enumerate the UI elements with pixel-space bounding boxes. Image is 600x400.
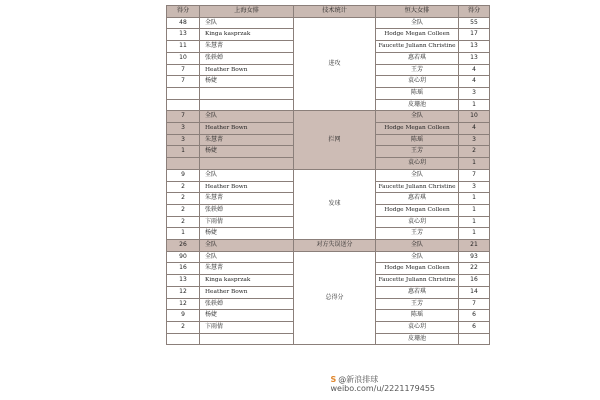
left-score-cell: 3 <box>167 123 200 135</box>
left-player-cell: 杨婕 <box>200 310 294 322</box>
right-score-cell: 14 <box>459 286 490 298</box>
right-score-cell: 3 <box>459 134 490 146</box>
right-player-cell: Hodge Megan Colleen <box>376 123 459 135</box>
left-score-cell: 9 <box>167 310 200 322</box>
right-score-cell: 22 <box>459 263 490 275</box>
header-row <box>167 6 490 18</box>
right-player-cell: Faucette Juliann Christine <box>376 41 459 53</box>
right-score-cell: 93 <box>459 251 490 263</box>
table-row <box>167 251 490 263</box>
right-score-cell: 13 <box>459 41 490 53</box>
right-score-cell: 4 <box>459 64 490 76</box>
left-score-cell: 7 <box>167 64 200 76</box>
right-player-cell: 袁心玥 <box>376 158 459 170</box>
left-player-cell: 卞雨倩 <box>200 321 294 333</box>
right-player-cell: 袁心玥 <box>376 321 459 333</box>
right-score-cell: 21 <box>459 240 490 252</box>
header-left-team: 上海女排 <box>200 6 294 18</box>
category-cell: 发球 <box>294 169 376 239</box>
left-score-cell: 1 <box>167 146 200 158</box>
watermark-url: weibo.com/u/2221179455 <box>330 384 435 393</box>
left-player-cell: 张轶婵 <box>200 204 294 216</box>
left-score-cell <box>167 87 200 99</box>
right-score-cell: 3 <box>459 181 490 193</box>
left-score-cell: 2 <box>167 193 200 205</box>
left-player-cell: Heather Bown <box>200 64 294 76</box>
right-player-cell: 王芳 <box>376 228 459 240</box>
left-score-cell: 2 <box>167 181 200 193</box>
header-right-team: 恒大女排 <box>376 6 459 18</box>
right-player-cell: Faucette Juliann Christine <box>376 181 459 193</box>
table-row <box>167 169 490 181</box>
left-score-cell: 12 <box>167 286 200 298</box>
right-player-cell: 王芳 <box>376 298 459 310</box>
left-player-cell: 朱慧菁 <box>200 193 294 205</box>
right-score-cell: 13 <box>459 52 490 64</box>
right-score-cell: 1 <box>459 204 490 216</box>
left-player-cell: Kinga kasprzak <box>200 275 294 287</box>
left-player-cell: 全队 <box>200 111 294 123</box>
right-player-cell: 皮珊池 <box>376 333 459 345</box>
right-score-cell: 3 <box>459 87 490 99</box>
left-score-cell: 2 <box>167 216 200 228</box>
left-player-cell: 张轶婵 <box>200 52 294 64</box>
left-score-cell: 7 <box>167 111 200 123</box>
right-player-cell: Faucette Juliann Christine <box>376 275 459 287</box>
left-player-cell: 朱慧菁 <box>200 263 294 275</box>
header-right-score: 得分 <box>459 6 490 18</box>
right-player-cell: Hodge Megan Colleen <box>376 204 459 216</box>
left-score-cell: 10 <box>167 52 200 64</box>
left-player-cell <box>200 333 294 345</box>
left-player-cell <box>200 99 294 111</box>
table-row <box>167 17 490 29</box>
left-score-cell: 2 <box>167 321 200 333</box>
left-player-cell: 朱慧菁 <box>200 41 294 53</box>
right-score-cell: 7 <box>459 169 490 181</box>
right-player-cell: 惠若琪 <box>376 286 459 298</box>
right-player-cell: 袁心玥 <box>376 76 459 88</box>
left-player-cell: 全队 <box>200 240 294 252</box>
right-score-cell: 4 <box>459 123 490 135</box>
right-score-cell <box>459 333 490 345</box>
right-player-cell: 惠若琪 <box>376 193 459 205</box>
category-cell: 对方失误送分 <box>294 240 376 252</box>
right-player-cell: 陈瑶 <box>376 87 459 99</box>
left-score-cell: 1 <box>167 228 200 240</box>
right-player-cell: 陈瑶 <box>376 310 459 322</box>
left-score-cell: 12 <box>167 298 200 310</box>
left-player-cell: Heather Bown <box>200 123 294 135</box>
left-player-cell: Kinga kasprzak <box>200 29 294 41</box>
left-score-cell: 9 <box>167 169 200 181</box>
right-player-cell: Hodge Megan Colleen <box>376 263 459 275</box>
left-score-cell: 13 <box>167 29 200 41</box>
right-score-cell: 17 <box>459 29 490 41</box>
header-category: 技术统计 <box>294 6 376 18</box>
left-score-cell <box>167 333 200 345</box>
right-player-cell: 惠若琪 <box>376 52 459 64</box>
watermark <box>330 375 435 393</box>
right-player-cell: 王芳 <box>376 64 459 76</box>
left-player-cell <box>200 158 294 170</box>
stats-body <box>167 17 490 345</box>
right-player-cell: 全队 <box>376 251 459 263</box>
right-score-cell: 7 <box>459 298 490 310</box>
category-cell: 拦网 <box>294 111 376 170</box>
left-player-cell: 卞雨倩 <box>200 216 294 228</box>
right-player-cell: 全队 <box>376 169 459 181</box>
left-score-cell: 7 <box>167 76 200 88</box>
left-score-cell: 2 <box>167 204 200 216</box>
left-score-cell: 13 <box>167 275 200 287</box>
category-cell: 进攻 <box>294 17 376 111</box>
left-player-cell: Heather Bown <box>200 181 294 193</box>
left-player-cell: 全队 <box>200 17 294 29</box>
left-score-cell <box>167 99 200 111</box>
left-score-cell: 11 <box>167 41 200 53</box>
left-score-cell <box>167 158 200 170</box>
category-cell: 总得分 <box>294 251 376 345</box>
right-score-cell: 4 <box>459 76 490 88</box>
right-score-cell: 1 <box>459 158 490 170</box>
right-player-cell: 王芳 <box>376 146 459 158</box>
right-player-cell: 全队 <box>376 240 459 252</box>
right-score-cell: 1 <box>459 228 490 240</box>
table-row <box>167 111 490 123</box>
left-player-cell: 朱慧菁 <box>200 134 294 146</box>
right-score-cell: 10 <box>459 111 490 123</box>
left-score-cell: 16 <box>167 263 200 275</box>
right-score-cell: 1 <box>459 99 490 111</box>
right-score-cell: 1 <box>459 193 490 205</box>
left-player-cell: 杨婕 <box>200 228 294 240</box>
right-score-cell: 6 <box>459 321 490 333</box>
right-player-cell: 全队 <box>376 111 459 123</box>
left-player-cell: 全队 <box>200 251 294 263</box>
left-score-cell: 90 <box>167 251 200 263</box>
right-player-cell: 皮珊池 <box>376 99 459 111</box>
left-score-cell: 26 <box>167 240 200 252</box>
left-player-cell: 杨婕 <box>200 76 294 88</box>
table-row <box>167 240 490 252</box>
right-player-cell: Hodge Megan Colleen <box>376 29 459 41</box>
left-player-cell: 杨婕 <box>200 146 294 158</box>
weibo-logo-icon: S <box>330 375 337 384</box>
left-player-cell <box>200 87 294 99</box>
header-left-score: 得分 <box>167 6 200 18</box>
right-score-cell: 16 <box>459 275 490 287</box>
right-player-cell: 袁心玥 <box>376 216 459 228</box>
stats-table <box>166 5 490 345</box>
left-score-cell: 48 <box>167 17 200 29</box>
left-player-cell: 全队 <box>200 169 294 181</box>
watermark-handle: @新浪排球 <box>338 375 379 384</box>
right-score-cell: 55 <box>459 17 490 29</box>
left-score-cell: 3 <box>167 134 200 146</box>
right-player-cell: 全队 <box>376 17 459 29</box>
right-score-cell: 1 <box>459 216 490 228</box>
right-score-cell: 6 <box>459 310 490 322</box>
left-player-cell: 张轶婵 <box>200 298 294 310</box>
right-score-cell: 2 <box>459 146 490 158</box>
right-player-cell: 陈瑶 <box>376 134 459 146</box>
left-player-cell: Heather Bown <box>200 286 294 298</box>
